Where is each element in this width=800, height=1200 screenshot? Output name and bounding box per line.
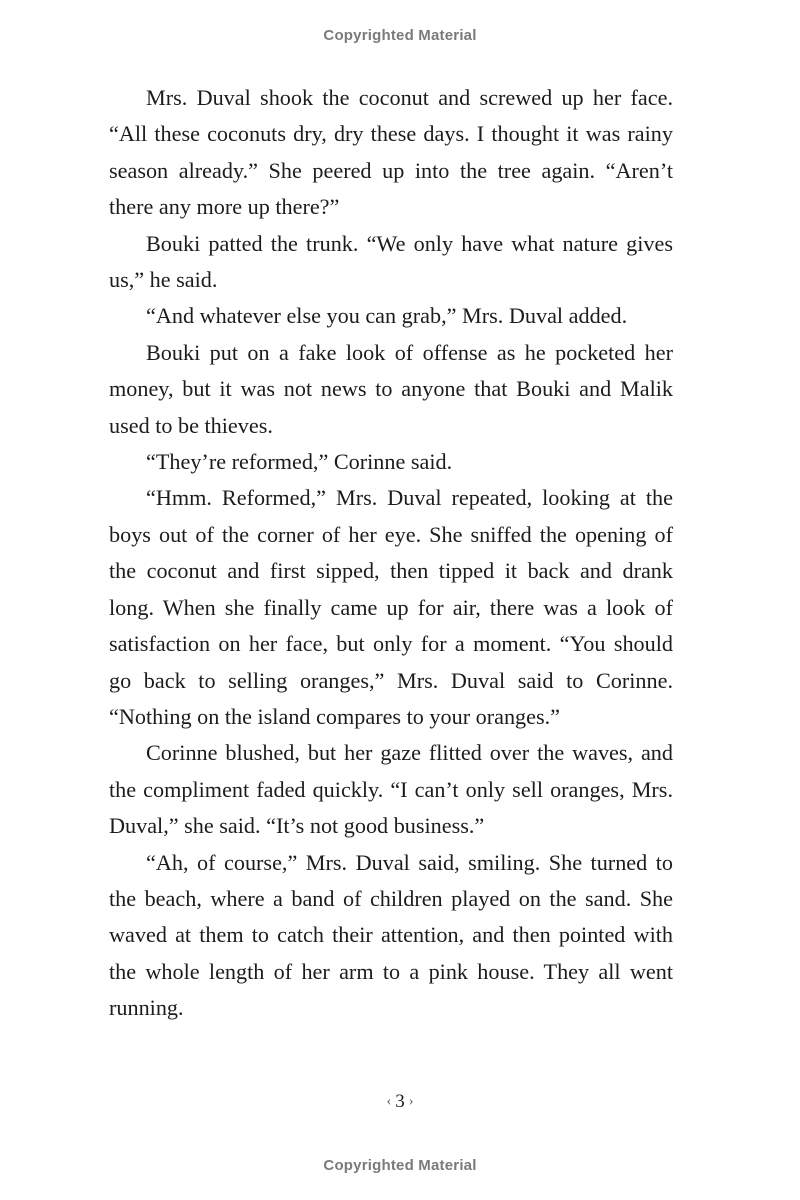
copyright-watermark-top: Copyrighted Material — [323, 27, 477, 44]
paragraph: “And whatever else you can grab,” Mrs. Duval added. — [146, 303, 628, 329]
paragraph: “Hmm. Reformed,” Mrs. Duval repeated, looking at the boys out of the corner of her eye. She sniffed the opening of the coconut and first sipped, then tipped it back and drank long. When she finally came up for air, there was a look of satisfaction on her face, but only for a moment. “You should go back to selling oranges,” Mrs. Duval said to Corinne. “Nothing on the island compares to your oranges.” — [109, 485, 673, 729]
page-number: 3 — [395, 1091, 405, 1112]
paragraph: Mrs. Duval shook the coconut and screwed up her face. “All these coconuts dry, dry these days. I thought it was rainy season already.” She peered up into the tree again. “Aren’t there any more up there?” — [109, 85, 673, 220]
page-number-folio — [0, 1091, 800, 1113]
paragraph: Bouki put on a fake look of offense as he pocketed her money, but it was not news to anyone that Bouki and Malik used to be thieves. — [109, 339, 673, 438]
paragraph: Corinne blushed, but her gaze flitted over the waves, and the compliment faded quickly. “I can’t only sell oranges, Mrs. Duval,” she said. “It’s not good business.” — [109, 740, 673, 839]
paragraph: Bouki patted the trunk. “We only have what nature gives us,” he said. — [109, 230, 673, 293]
left-ornament-icon: ‹ — [386, 1094, 392, 1109]
page-body — [109, 80, 673, 1027]
paragraph: “Ah, of course,” Mrs. Duval said, smiling. She turned to the beach, where a band of children played on the sand. She waved at them to catch their attention, and then pointed with the whole length of her arm to a pink house. They all went running. — [109, 849, 673, 1021]
right-ornament-icon: › — [408, 1094, 414, 1109]
paragraph: “They’re reformed,” Corinne said. — [146, 449, 453, 475]
copyright-watermark-bottom: Copyrighted Material — [323, 1157, 477, 1174]
